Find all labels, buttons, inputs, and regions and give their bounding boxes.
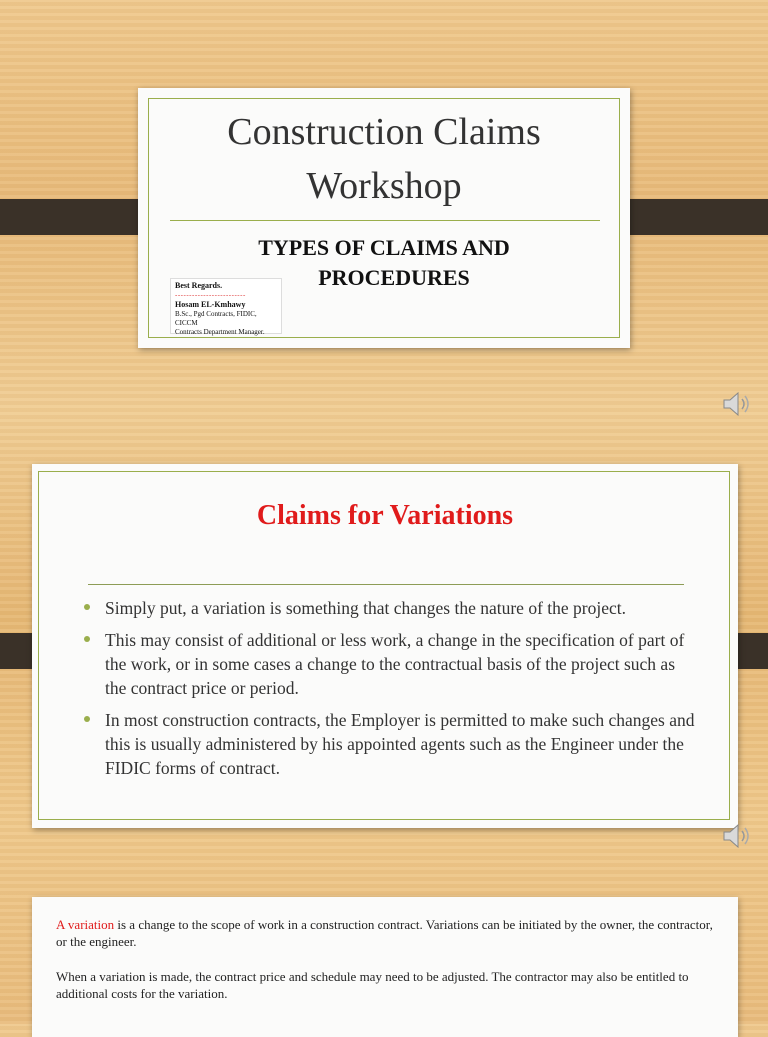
slide-1-left-tab — [0, 199, 156, 235]
signature-dashes: ------------------------- — [175, 291, 246, 299]
slide-3-paragraph-1: A variation is a change to the scope of work in a construction contract. Variations can be initiated by the owner, the contractor, or the engineer. — [56, 917, 713, 949]
bullet-list — [84, 596, 698, 788]
bullet-dot-icon — [84, 716, 90, 722]
bullet-dot-icon — [84, 604, 90, 610]
slide-1-card — [138, 88, 630, 348]
signature-credentials: B.Sc., Pgd Contracts, FIDIC, CICCM — [175, 310, 257, 327]
bullet-dot-icon — [84, 636, 90, 642]
bullet-item: This may consist of additional or less work, a change in the specification of part of the work, or in some cases a change to the contractual basis of the project such as the contract price or period. — [84, 628, 698, 700]
bullet-item: In most construction contracts, the Employer is permitted to make such changes and this is usually administered by his appointed agents such as the Engineer under the FIDIC forms of contract. — [84, 708, 698, 780]
slide-1-divider — [170, 220, 600, 221]
slide-3-paragraph-2: When a variation is made, the contract price and schedule may need to be adjusted. The contractor may also be entitled to additional costs for the variation. — [56, 969, 689, 1001]
signature-regards: Best Regards. — [175, 281, 223, 290]
slide-1-title-line-1: Construction Claims — [227, 111, 541, 153]
slide-2-divider — [88, 584, 684, 585]
bullet-item: Simply put, a variation is something that changes the nature of the project. — [84, 596, 698, 620]
slide-2-title: Claims for Variations — [256, 500, 514, 531]
speaker-icon[interactable] — [722, 390, 756, 418]
signature-block — [170, 278, 282, 334]
slide-1-subtitle-line-1: TYPES OF CLAIMS AND — [258, 235, 510, 260]
signature-name: Hosam EL-Kmhawy — [175, 300, 246, 309]
slide-3-card — [32, 897, 738, 1037]
slide-2-card — [32, 464, 738, 828]
signature-role: Contracts Department Manager. — [175, 328, 265, 336]
speaker-icon[interactable] — [722, 822, 756, 850]
variation-term: A variation — [56, 917, 115, 932]
slide-1-right-tab — [612, 199, 768, 235]
slide-1-title-line-2: Workshop — [306, 165, 462, 207]
slide-1-subtitle-line-2: PROCEDURES — [318, 265, 470, 290]
